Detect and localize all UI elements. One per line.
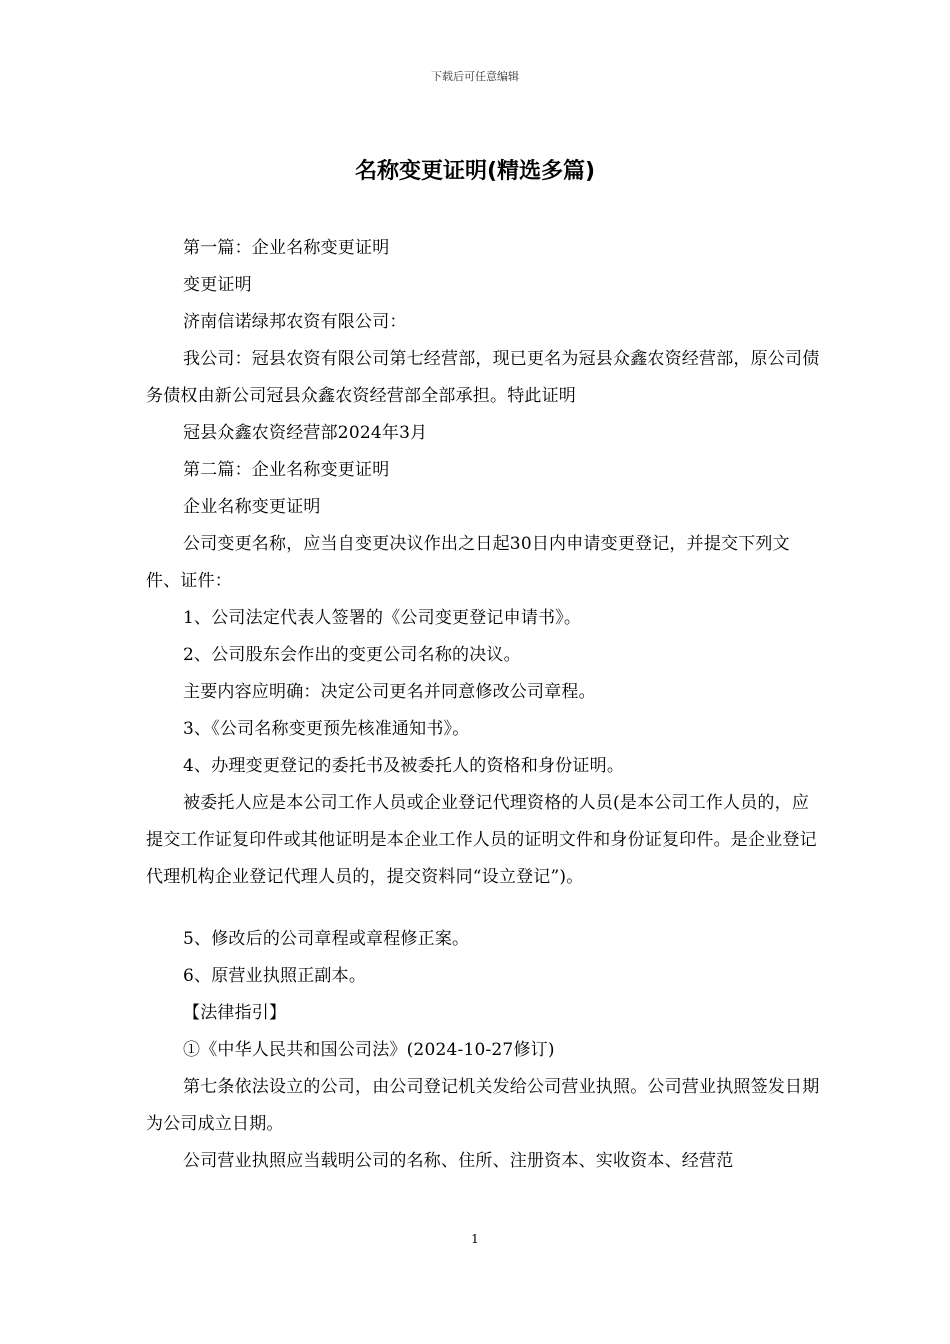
- list-item-1: 1、公司法定代表人签署的《公司变更登记申请书》。: [183, 608, 582, 628]
- paragraph-legal-guide-heading: 【法律指引】: [183, 1003, 287, 1023]
- paragraph-requirements-intro: 公司变更名称，应当自变更决议作出之日起30日内申请变更登记，并提交下列文件、证件：: [146, 534, 790, 591]
- paragraph-certificate-heading: 变更证明: [183, 275, 252, 295]
- paragraph-signature-date: 冠县众鑫农资经营部2024年3月: [183, 423, 428, 443]
- list-item-5: 5、修改后的公司章程或章程修正案。: [183, 929, 470, 949]
- list-item-2: 2、公司股东会作出的变更公司名称的决议。: [183, 645, 521, 665]
- paragraph-part-two-heading: 第二篇：企业名称变更证明: [183, 460, 390, 480]
- document-title: 名称变更证明(精选多篇): [354, 159, 596, 184]
- page-header-note: 下载后可任意编辑: [431, 70, 519, 83]
- paragraph-content-note: 主要内容应明确：决定公司更名并同意修改公司章程。: [183, 682, 596, 702]
- paragraph-article-seven: 第七条依法设立的公司，由公司登记机关发给公司营业执照。公司营业执照签发日期为公司成立日期。: [146, 1077, 820, 1134]
- paragraph-law-citation: ①《中华人民共和国公司法》(2024-10-27修订): [183, 1040, 555, 1060]
- page-number: 1: [471, 1232, 479, 1246]
- paragraph-delegate-note: 被委托人应是本公司工作人员或企业登记代理资格的人员(是本公司工作人员的，应提交工作证复印件或其他证明是本企业工作人员的证明文件和身份证复印件。是企业登记代理机构企业登记代理人员的，提交资料同“设立登记”)。: [146, 793, 817, 887]
- paragraph-addressee: 济南信诺绿邦农资有限公司：: [183, 312, 407, 332]
- paragraph-gap: [146, 896, 822, 921]
- paragraph-part-one-heading: 第一篇：企业名称变更证明: [183, 238, 390, 258]
- paragraph-license-contents: 公司营业执照应当载明公司的名称、住所、注册资本、实收资本、经营范: [183, 1151, 734, 1171]
- list-item-4: 4、办理变更登记的委托书及被委托人的资格和身份证明。: [183, 756, 625, 776]
- paragraph-statement: 我公司：冠县农资有限公司第七经营部，现已更名为冠县众鑫农资经营部，原公司债务债权由新公司冠县众鑫农资经营部全部承担。特此证明: [146, 349, 820, 406]
- list-item-6: 6、原营业执照正副本。: [183, 966, 367, 986]
- document-body: [146, 230, 822, 1180]
- paragraph-section-title: 企业名称变更证明: [183, 497, 321, 517]
- list-item-3: 3、《公司名称变更预先核准通知书》。: [183, 719, 470, 739]
